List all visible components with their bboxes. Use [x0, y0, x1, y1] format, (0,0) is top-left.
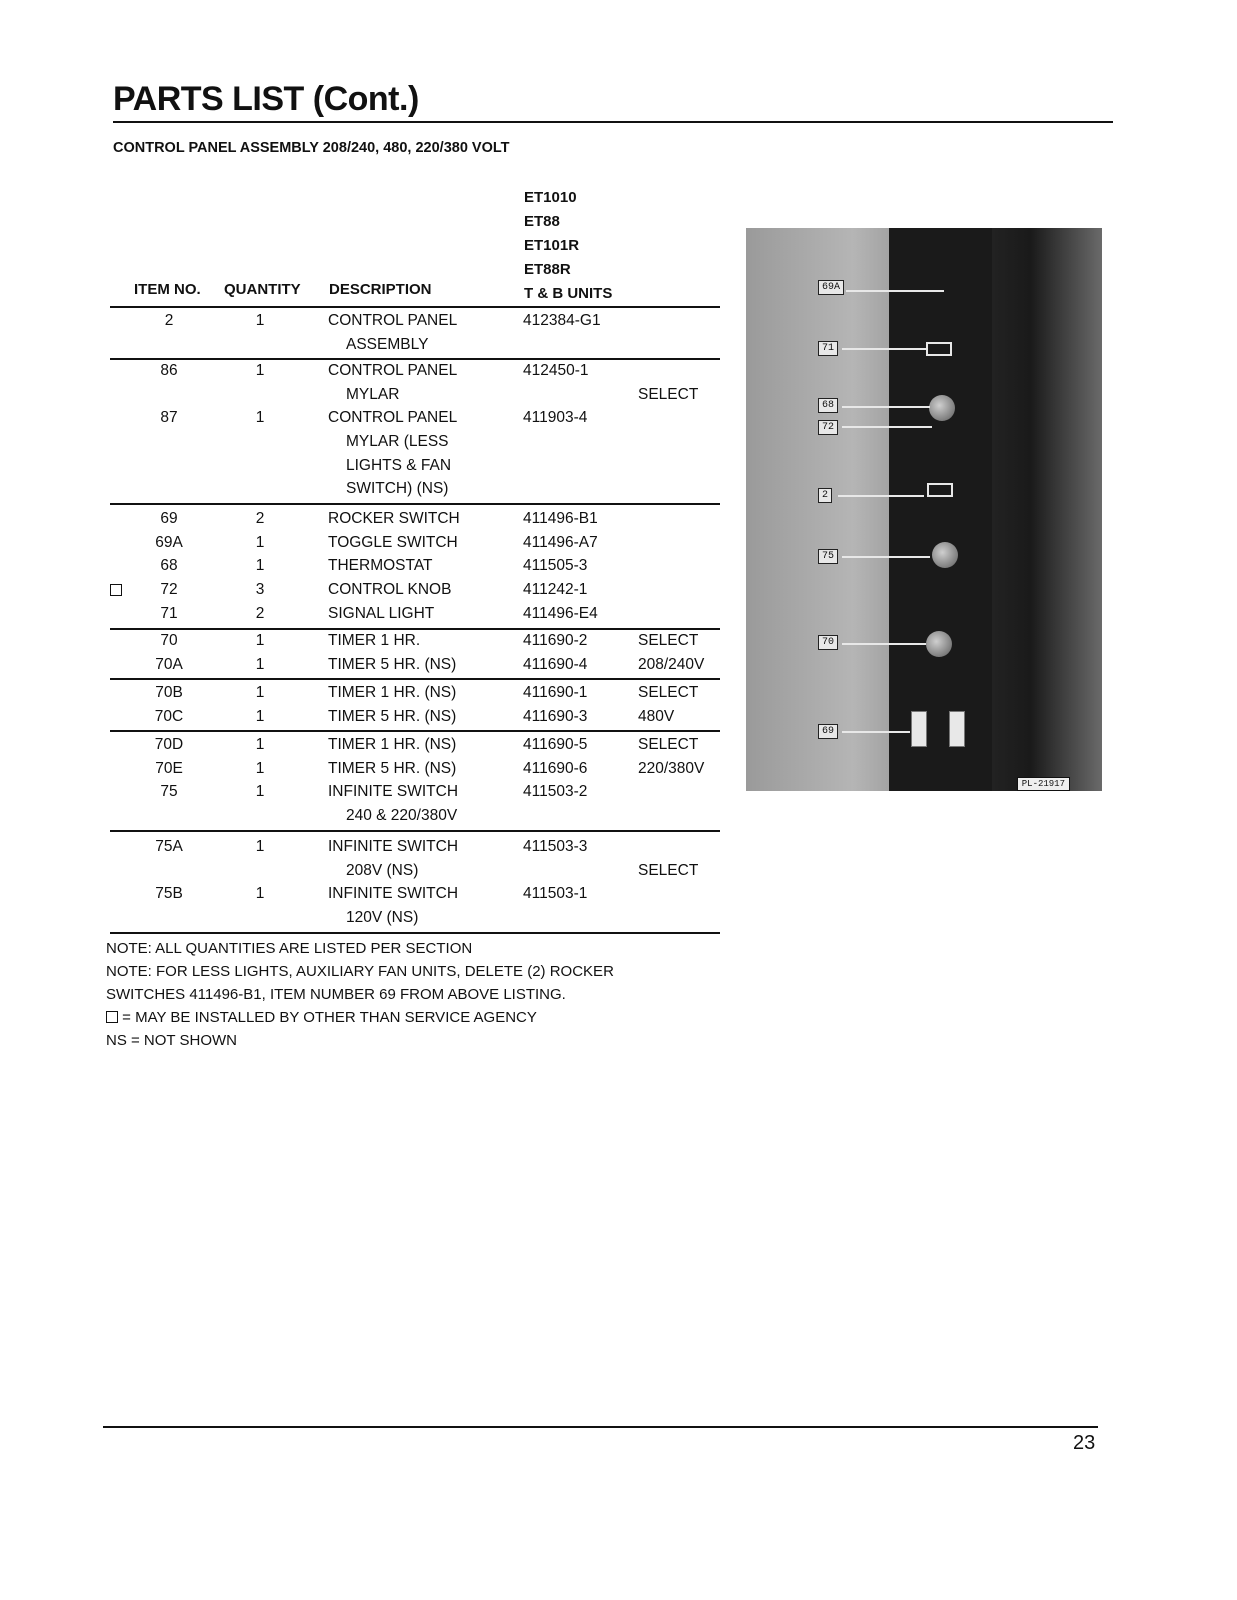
table-row [110, 780, 720, 827]
signal-light [926, 342, 952, 356]
part-number: 411690-5 [523, 736, 588, 753]
description-line: SWITCH) (NS) [346, 480, 449, 498]
quantity: 1 [255, 684, 265, 701]
table-row [110, 309, 720, 356]
select-note: 208/240V [638, 655, 705, 673]
note-line: SWITCHES 411496-B1, ITEM NUMBER 69 FROM ABOVE LISTING. [106, 986, 566, 1003]
title-rule [113, 121, 1113, 123]
select-note: SELECT [638, 861, 699, 879]
description-line: CONTROL KNOB [328, 581, 452, 599]
parts-group [110, 507, 720, 630]
table-row [110, 578, 720, 602]
callout-label: 69 [818, 724, 838, 739]
part-number: 411903-4 [523, 409, 588, 427]
description-line: 120V (NS) [346, 909, 419, 927]
model-name: ET101R [524, 237, 580, 254]
description-line: TIMER 1 HR. (NS) [328, 684, 457, 701]
item-number: 87 [160, 409, 178, 427]
note-line: NS = NOT SHOWN [106, 1032, 237, 1049]
item-number: 70E [155, 759, 183, 777]
quantity: 1 [255, 557, 265, 575]
item-number: 75A [155, 838, 183, 855]
description-line: TIMER 5 HR. (NS) [328, 707, 457, 725]
rocker-switch [911, 711, 927, 747]
quantity: 3 [255, 581, 265, 599]
model-name: ET88 [524, 213, 560, 230]
infinite-switch-knob [932, 542, 958, 568]
checkbox-symbol [110, 584, 122, 596]
table-row [110, 602, 720, 626]
item-number: 70B [155, 684, 183, 701]
parts-group [110, 629, 720, 680]
description-line: INFINITE SWITCH [328, 783, 459, 801]
table-row [110, 507, 720, 531]
checkbox-symbol [106, 1011, 118, 1023]
table-row [110, 406, 720, 501]
select-note: SELECT [638, 385, 699, 403]
callout-label: 71 [818, 341, 838, 356]
item-number: 69A [155, 533, 183, 551]
part-number: 411496-B1 [523, 510, 598, 527]
quantity: 1 [255, 838, 265, 855]
item-number: 69 [160, 510, 178, 527]
model-name: ET88R [524, 261, 571, 278]
description-line: MYLAR (LESS [346, 433, 449, 451]
leader-line [838, 495, 924, 497]
page-number: 23 [1073, 1432, 1096, 1454]
select-note: SELECT [638, 736, 699, 753]
leader-line [842, 731, 910, 733]
note-line: NOTE: FOR LESS LIGHTS, AUXILIARY FAN UNITS, DELETE (2) ROCKER [106, 963, 614, 980]
part-number: 412384-G1 [523, 312, 601, 329]
quantity: 2 [255, 604, 265, 622]
table-row [110, 757, 720, 781]
callout-label: 72 [818, 420, 838, 435]
description-line: MYLAR [346, 385, 400, 403]
item-number: 71 [160, 604, 178, 622]
model-name: ET1010 [524, 189, 577, 206]
header-description: DESCRIPTION [329, 281, 432, 298]
panel-face [889, 228, 992, 791]
parts-group [110, 681, 720, 732]
description-line: CONTROL PANEL [328, 312, 458, 329]
item-number: 75 [160, 783, 178, 801]
part-number: 411690-6 [523, 759, 588, 777]
part-number: 411503-3 [523, 838, 588, 855]
item-number: 70 [160, 632, 178, 649]
description-line: TIMER 5 HR. (NS) [328, 759, 457, 777]
quantity: 1 [255, 655, 265, 673]
description-line: ROCKER SWITCH [328, 510, 460, 527]
item-number: 72 [160, 581, 178, 599]
part-number: 411505-3 [523, 557, 588, 575]
callout-label: 68 [818, 398, 838, 413]
quantity: 1 [255, 759, 265, 777]
quantity: 1 [255, 362, 265, 379]
notes [106, 937, 614, 1052]
table-row [110, 359, 720, 406]
description-line: THERMOSTAT [328, 557, 433, 575]
quantity: 2 [255, 510, 265, 527]
description-line: TIMER 1 HR. [328, 632, 421, 649]
leader-line [842, 426, 932, 428]
leader-line [846, 290, 944, 292]
rocker-switch [949, 711, 965, 747]
quantity: 1 [255, 736, 265, 753]
thermostat-knob [929, 395, 955, 421]
parts-group [110, 835, 720, 934]
description-line: 208V (NS) [346, 861, 419, 879]
part-number: 411690-1 [523, 684, 588, 701]
quantity: 1 [255, 783, 265, 801]
table-row [110, 554, 720, 578]
parts-group [110, 309, 720, 360]
header-rule [110, 306, 720, 308]
table-row [110, 705, 720, 729]
table-row [110, 733, 720, 757]
description-line: 240 & 220/380V [346, 807, 458, 825]
parts-group [110, 733, 720, 832]
callout-label: 70 [818, 635, 838, 650]
description-line: ASSEMBLY [346, 335, 429, 353]
quantity: 1 [255, 885, 265, 903]
part-number: 411690-2 [523, 632, 588, 649]
description-line: INFINITE SWITCH [328, 838, 459, 855]
quantity: 1 [255, 632, 265, 649]
leader-line [842, 556, 930, 558]
quantity: 1 [255, 533, 265, 551]
select-note: SELECT [638, 632, 699, 649]
description-line: LIGHTS & FAN [346, 456, 452, 474]
callout-label: 75 [818, 549, 838, 564]
item-number: 70D [154, 736, 184, 753]
part-number: 411496-E4 [523, 604, 598, 622]
description-line: SIGNAL LIGHT [328, 604, 435, 622]
footer-rule [103, 1426, 1098, 1428]
quantity: 1 [255, 707, 265, 725]
table-row [110, 681, 720, 705]
item-number: 70A [155, 655, 183, 673]
control-panel-photo [746, 228, 1102, 791]
photo-id-tag: PL-21917 [1017, 777, 1070, 791]
description-line: INFINITE SWITCH [328, 885, 459, 903]
parts-group [110, 359, 720, 505]
quantity: 1 [255, 312, 265, 329]
select-note: 220/380V [638, 759, 705, 777]
part-number: 411503-2 [523, 783, 588, 801]
part-number: 411690-3 [523, 707, 588, 725]
note-box-text: = MAY BE INSTALLED BY OTHER THAN SERVICE AGENCY [122, 1009, 537, 1026]
part-number: 411503-1 [523, 885, 588, 903]
table-row [110, 835, 720, 882]
callout-label: 69A [818, 280, 844, 295]
table-row [110, 629, 720, 653]
header-item: ITEM NO. [134, 281, 201, 298]
leader-line [842, 643, 926, 645]
item-number: 2 [164, 312, 174, 329]
description-line: CONTROL PANEL [328, 362, 458, 379]
table-row [110, 531, 720, 555]
description-line: CONTROL PANEL [328, 409, 458, 427]
item-number: 86 [160, 362, 178, 379]
quantity: 1 [255, 409, 265, 427]
item-number: 70C [154, 707, 184, 725]
model-list [524, 186, 612, 306]
page-subtitle: CONTROL PANEL ASSEMBLY 208/240, 480, 220/380 VOLT [113, 140, 510, 156]
description-line: TIMER 1 HR. (NS) [328, 736, 457, 753]
leader-line [842, 406, 930, 408]
item-number: 75B [155, 885, 183, 903]
description-line: TIMER 5 HR. (NS) [328, 655, 457, 673]
table-row [110, 653, 720, 677]
part-number: 412450-1 [523, 362, 589, 379]
timer-knob [926, 631, 952, 657]
part-number: 411496-A7 [523, 533, 598, 551]
note-line [106, 1006, 614, 1029]
select-note: SELECT [638, 684, 699, 701]
model-units-label: T & B UNITS [524, 285, 613, 302]
page-title: PARTS LIST (Cont.) [113, 80, 419, 118]
item-number: 68 [160, 557, 178, 575]
note-line: NOTE: ALL QUANTITIES ARE LISTED PER SECTION [106, 940, 473, 957]
control-panel-lamp [927, 483, 953, 497]
description-line: TOGGLE SWITCH [328, 533, 458, 551]
part-number: 411690-4 [523, 655, 588, 673]
part-number: 411242-1 [523, 581, 588, 599]
select-note: 480V [638, 707, 675, 725]
header-quantity: QUANTITY [224, 281, 301, 298]
table-row [110, 882, 720, 929]
callout-label: 2 [818, 488, 832, 503]
leader-line [842, 348, 926, 350]
